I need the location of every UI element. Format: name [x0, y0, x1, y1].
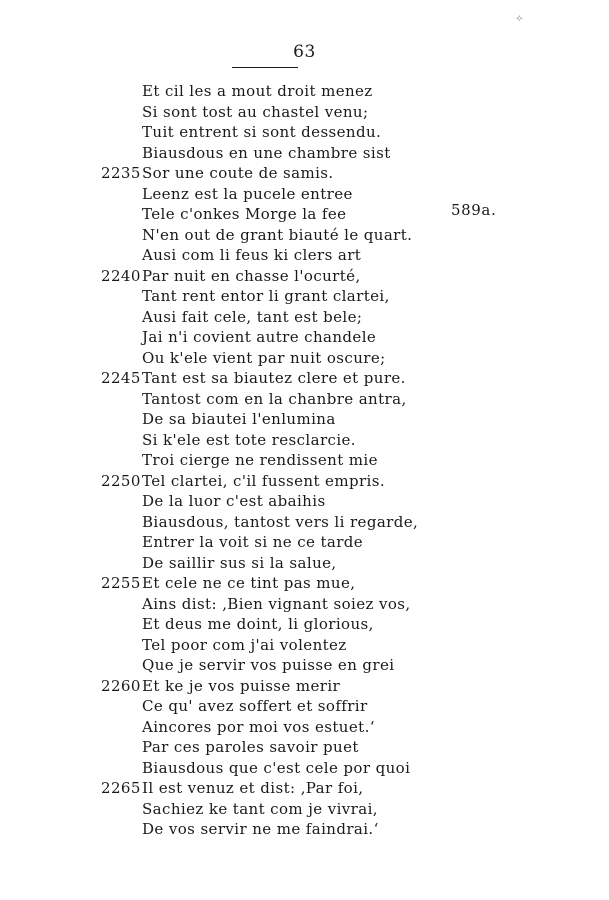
verse-text: Tant rent entor li grant clartei,: [142, 287, 390, 305]
verse-text: Troi cierge ne rendissent mie: [142, 451, 378, 469]
header-rule: [232, 67, 298, 68]
verse-text: Leenz est la pucele entree: [142, 184, 353, 203]
verse-line: [0, 245, 609, 266]
verse-line: [0, 430, 609, 451]
verse-line: [0, 553, 609, 574]
line-number: 2235: [101, 164, 141, 182]
verse-line: [0, 450, 609, 471]
verse-text: Si sont tost au chastel venu;: [142, 102, 369, 121]
verse-text: De saillir sus si la salue,: [142, 553, 337, 572]
verse-text: Tant est sa biautez clere et pure.: [142, 369, 406, 387]
verse-line: [0, 778, 609, 799]
verse-text: Tel clartei, c'il fussent empris.: [142, 471, 385, 490]
verse-text: Biausdous que c'est cele por quoi: [142, 758, 411, 777]
verse-line: [0, 307, 609, 328]
verse-line: [0, 758, 609, 779]
verse-line: [0, 122, 609, 143]
line-number: 2255: [101, 574, 141, 592]
verse-text: Entrer la voit si ne ce tarde: [142, 533, 364, 551]
verse-text: Et cil les a mout droit menez: [142, 82, 373, 100]
verse-line: [0, 717, 609, 738]
verse-text: De la luor c'est abaihis: [142, 492, 326, 510]
page-corner-mark: ⟡: [516, 13, 523, 24]
verse-line: [0, 614, 609, 635]
verse-text: Jai n'i covient autre chandele: [142, 328, 377, 346]
verse-text: Aincores por moi vos estuet.‘: [142, 717, 375, 736]
verse-line: [0, 409, 609, 430]
verse-text: Ains dist: ‚Bien vignant soiez vos,: [142, 594, 411, 613]
verse-line: [0, 532, 609, 553]
verse-text: De sa biautei l'enlumina: [142, 410, 336, 428]
verse-line: [0, 368, 609, 389]
verse-line: [0, 143, 609, 164]
verse-line: [0, 225, 609, 246]
verse-block: [0, 81, 609, 840]
verse-text: N'en out de grant biauté le quart.: [142, 225, 413, 244]
verse-text: Ou k'ele vient par nuit oscure;: [142, 348, 386, 367]
verse-text: Par nuit en chasse l'ocurté,: [142, 266, 361, 285]
verse-line: [0, 512, 609, 533]
verse-line: [0, 102, 609, 123]
page-number: 63: [293, 42, 316, 62]
verse-line: [0, 389, 609, 410]
verse-text: Et deus me doint, li glorious,: [142, 615, 374, 633]
verse-text: Ce qu' avez soffert et soffrir: [142, 697, 368, 715]
verse-line: [0, 204, 609, 225]
verse-line: [0, 819, 609, 840]
line-number: 2265: [101, 779, 141, 797]
verse-text: Et cele ne ce tint pas mue,: [142, 574, 356, 592]
marginal-note: 589a.: [451, 201, 497, 219]
verse-line: [0, 737, 609, 758]
verse-text: Biausdous en une chambre sist: [142, 143, 391, 162]
verse-text: Et ke je vos puisse merir: [142, 676, 341, 695]
verse-line: [0, 286, 609, 307]
verse-line: [0, 594, 609, 615]
verse-text: De vos servir ne me faindrai.‘: [142, 820, 379, 838]
verse-text: Tuit entrent si sont dessendu.: [142, 123, 382, 141]
verse-line: [0, 471, 609, 492]
verse-text: Il est venuz et dist: ‚Par foi,: [142, 779, 364, 797]
verse-text: Si k'ele est tote resclarcie.: [142, 430, 356, 449]
line-number: 2240: [101, 266, 141, 285]
verse-line: [0, 327, 609, 348]
verse-line: [0, 676, 609, 697]
line-number: 2245: [101, 369, 141, 387]
verse-text: Par ces paroles savoir puet: [142, 738, 359, 756]
verse-line: [0, 266, 609, 287]
verse-line: [0, 799, 609, 820]
verse-line: [0, 696, 609, 717]
line-number: 2260: [101, 676, 141, 695]
verse-line: [0, 348, 609, 369]
verse-line: [0, 635, 609, 656]
verse-text: Tantost com en la chanbre antra,: [142, 389, 407, 408]
verse-line: [0, 163, 609, 184]
verse-line: [0, 81, 609, 102]
verse-text: Sor une coute de samis.: [142, 164, 334, 182]
verse-text: Biausdous, tantost vers li regarde,: [142, 512, 419, 531]
verse-line: [0, 184, 609, 205]
verse-line: [0, 573, 609, 594]
line-number: 2250: [101, 471, 141, 490]
verse-text: Tele c'onkes Morge la fee: [142, 205, 347, 223]
verse-text: Ausi fait cele, tant est bele;: [142, 307, 363, 326]
verse-text: Sachiez ke tant com je vivrai,: [142, 799, 378, 818]
verse-line: [0, 491, 609, 512]
verse-line: [0, 655, 609, 676]
verse-text: Ausi com li feus ki clers art: [142, 246, 362, 264]
verse-text: Que je servir vos puisse en grei: [142, 656, 395, 674]
verse-text: Tel poor com j'ai volentez: [142, 635, 347, 654]
